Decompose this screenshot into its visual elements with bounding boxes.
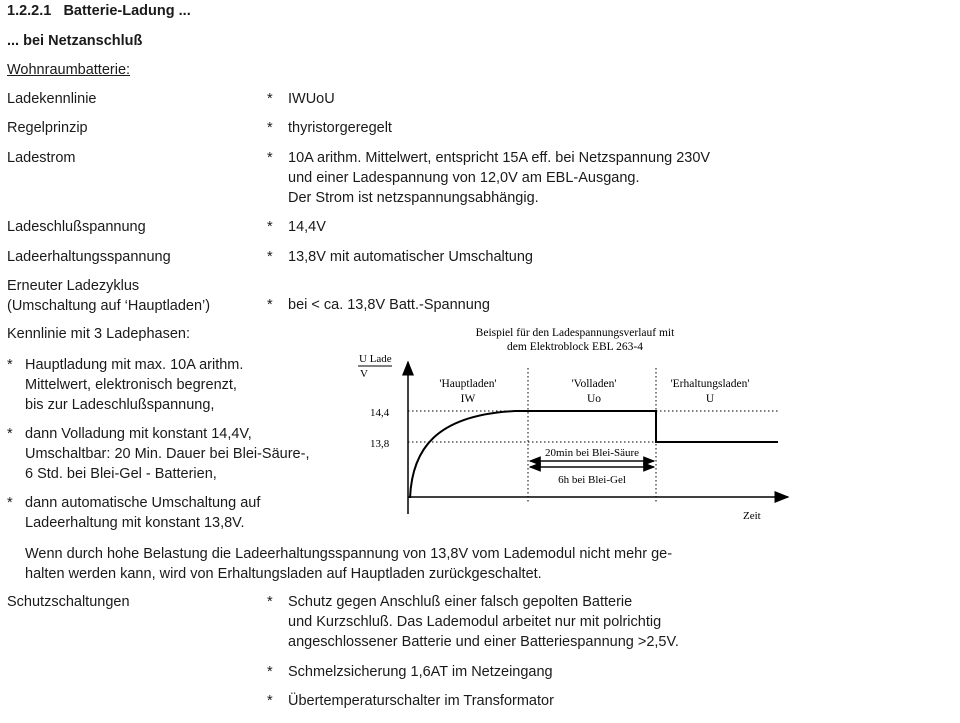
bullet-star: * [267, 91, 273, 107]
text-line: (Umschaltung auf ‘Hauptladen’) [7, 298, 211, 314]
bullet-star: * [7, 426, 13, 442]
bullet-star: * [267, 297, 273, 313]
phases-title: Kennlinie mit 3 Ladephasen: [7, 326, 190, 342]
protection-item-polarity [288, 592, 679, 652]
text-line: Hauptladung mit max. 10A arithm. [25, 357, 244, 373]
spec-label-ladezyklus [7, 276, 210, 316]
text-line: dann Volladung mit konstant 14,4V, [25, 426, 252, 442]
phase-item-hauptladung [25, 355, 243, 415]
phase-item-erhaltung [25, 493, 260, 533]
text-line: angeschlossener Batterie und einer Batteriespannung >2,5V. [288, 634, 679, 650]
protection-item-overtemp: Übertemperaturschalter im Transformator [288, 693, 554, 709]
y-axis-label: U Lade [359, 353, 392, 365]
bullet-star: * [7, 495, 13, 511]
text-line: Umschaltbar: 20 Min. Dauer bei Blei-Säure-, [25, 446, 310, 462]
x-axis-label: Zeit [743, 510, 761, 522]
text-line: dann automatische Umschaltung auf [25, 495, 261, 511]
text-line: Ladeerhaltung mit konstant 13,8V. [25, 515, 245, 531]
text-line: 6 Std. bei Blei-Gel - Batterien, [25, 466, 217, 482]
text-line: und Kurzschluß. Das Lademodul arbeitet nur mit polrichtig [288, 614, 662, 630]
text-line: 10A arithm. Mittelwert, entspricht 15A eff. bei Netzspannung 230V [288, 150, 711, 166]
protection-label: Schutzschaltungen [7, 594, 130, 610]
bullet-star: * [267, 594, 273, 610]
phase-name-volladen: 'Volladen' [571, 378, 617, 390]
bullet-star: * [267, 219, 273, 235]
chart-title-line: Beispiel für den Ladespannungsverlauf mit [475, 327, 675, 339]
text-line: Schutz gegen Anschluß einer falsch gepolten Batterie [288, 594, 633, 610]
group-title: Wohnraumbatterie: [7, 62, 131, 78]
bullet-star: * [267, 150, 273, 166]
section-heading [7, 3, 191, 19]
charge-voltage-chart [340, 320, 800, 530]
section-number: 1.2.2.1 [7, 3, 52, 19]
chart-title-line: dem Elektroblock EBL 263-4 [507, 341, 643, 353]
duration-label-blei-gel: 6h bei Blei-Gel [558, 474, 626, 486]
bullet-star: * [267, 664, 273, 680]
spec-value-ladeerhaltungsspannung: 13,8V mit automatischer Umschaltung [288, 249, 533, 265]
y-tick-label-13-8: 13,8 [370, 438, 390, 450]
section-title: Batterie-Ladung ... [63, 3, 191, 19]
spec-label-ladekennlinie: Ladekennlinie [7, 91, 97, 107]
spec-value-ladestrom [288, 148, 710, 208]
bullet-star: * [7, 357, 13, 373]
text-line: Der Strom ist netzspannungsabhängig. [288, 190, 539, 206]
phase-mode-iw: IW [460, 393, 476, 405]
bullet-star: * [267, 693, 273, 709]
text-line: Erneuter Ladezyklus [7, 278, 140, 294]
bullet-star: * [267, 120, 273, 136]
duration-label-blei-saeure: 20min bei Blei-Säure [544, 447, 640, 459]
bullet-star: * [267, 249, 273, 265]
phase-item-volladung [25, 424, 309, 484]
text-line: Mittelwert, elektronisch begrenzt, [25, 377, 237, 393]
phase-mode-uo: Uo [586, 393, 602, 405]
spec-value-regelprinzip: thyristorgeregelt [288, 120, 392, 136]
phase-name-erhaltungsladen: 'Erhaltungsladen' [670, 378, 750, 390]
text-line: Wenn durch hohe Belastung die Ladeerhaltungsspannung von 13,8V vom Lademodul nicht mehr ge- [25, 546, 673, 562]
phase-name-hauptladen: 'Hauptladen' [439, 378, 497, 390]
spec-label-ladestrom: Ladestrom [7, 150, 76, 166]
spec-label-ladeerhaltungsspannung: Ladeerhaltungsspannung [7, 249, 171, 265]
spec-value-ladekennlinie: IWUoU [288, 91, 335, 107]
subheading: ... bei Netzanschluß [7, 33, 143, 49]
protection-item-fuse: Schmelzsicherung 1,6AT im Netzeingang [288, 664, 553, 680]
spec-label-regelprinzip: Regelprinzip [7, 120, 88, 136]
spec-label-ladeschlussspannung: Ladeschlußspannung [7, 219, 146, 235]
text-line: und einer Ladespannung von 12,0V am EBL-Ausgang. [288, 170, 640, 186]
y-tick-label-14-4: 14,4 [370, 407, 390, 419]
y-axis-unit: V [360, 368, 368, 380]
spec-value-ladezyklus: bei < ca. 13,8V Batt.-Spannung [288, 297, 490, 313]
note-paragraph [25, 544, 672, 584]
text-line: halten werden kann, wird von Erhaltungsladen auf Hauptladen zurückgeschaltet. [25, 566, 542, 582]
text-line: bis zur Ladeschlußspannung, [25, 397, 215, 413]
phase-mode-u: U [705, 393, 715, 405]
spec-value-ladeschlussspannung: 14,4V [288, 219, 326, 235]
